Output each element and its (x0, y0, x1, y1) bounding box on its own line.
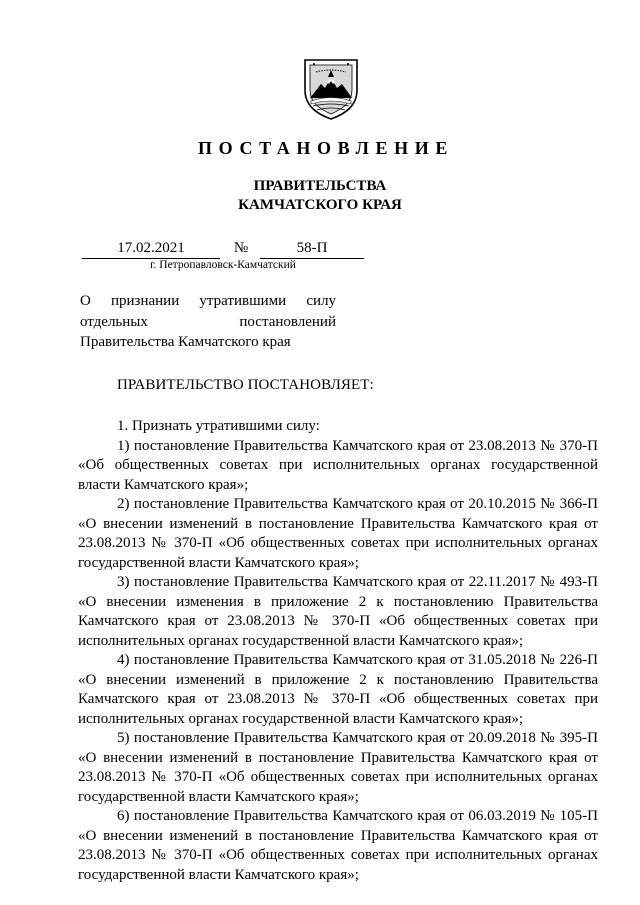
body-line: 4) постановление Правительства Камчатского края от 31.05.2018 № 226-П (117, 652, 598, 668)
document-subject (80, 291, 336, 353)
body-line: «О внесении изменений в постановление Правительства Камчатского края от (78, 827, 598, 844)
document-body (78, 417, 598, 885)
subject-line: отдельных постановлений (80, 313, 336, 330)
body-line: 6) постановление Правительства Камчатского края от 06.03.2019 № 105-П (117, 808, 598, 824)
org-line-2: КАМЧАТСКОГО КРАЯ (238, 197, 402, 213)
body-line: исполнительных органах государственной власти Камчатского края»; (78, 710, 524, 727)
body-line: 2) постановление Правительства Камчатского края от 20.10.2015 № 366-П (117, 496, 598, 512)
body-line: «Об общественных советах при исполнительных органах государственной (78, 457, 598, 473)
body-line: 23.08.2013 № 370-П «Об общественных советах при исполнительных органах (78, 769, 598, 785)
body-line: Камчатского края от 23.08.2013 № 370-П «Об общественных советах при (78, 613, 598, 629)
body-line: «О внесении изменения в приложение 2 к постановлению Правительства (78, 593, 598, 610)
subject-line: О признании утратившими силу (80, 293, 336, 309)
body-line: исполнительных органах государственной власти Камчатского края»; (78, 632, 524, 649)
body-line: 3) постановление Правительства Камчатского края от 22.11.2017 № 493-П (117, 574, 598, 590)
number-sign: № (233, 240, 249, 256)
body-line: «О внесении изменений в постановление Правительства Камчатского края от (78, 515, 598, 532)
issuing-organization (0, 177, 640, 215)
body-line: 23.08.2013 № 370-П «Об общественных советах при исполнительных органах (78, 535, 598, 551)
body-line: власти Камчатского края»; (78, 476, 249, 493)
issue-city: г. Петропавловск-Камчатский (150, 259, 296, 271)
org-line-1: ПРАВИТЕЛЬСТВА (253, 178, 387, 194)
body-line: 1. Признать утратившими силу: (117, 418, 320, 434)
document-number: 58-П (260, 238, 364, 259)
subject-line: Правительства Камчатского края (80, 334, 291, 350)
body-line: 5) постановление Правительства Камчатского края от 20.09.2018 № 395-П (117, 730, 598, 746)
kamchatka-coat-of-arms-icon (301, 58, 361, 120)
body-line: Камчатского края от 23.08.2013 № 370-П «Об общественных советах при (78, 691, 598, 707)
body-line: 1) постановление Правительства Камчатского края от 23.08.2013 № 370-П (117, 437, 598, 454)
body-line: «О внесении изменений в постановление Правительства Камчатского края от (78, 749, 598, 766)
document-type-title: ПОСТАНОВЛЕНИЕ (198, 138, 454, 158)
decree-statement: ПРАВИТЕЛЬСТВО ПОСТАНОВЛЯЕТ: (117, 377, 374, 393)
body-line: государственной власти Камчатского края»; (78, 554, 359, 571)
body-line: «О внесении изменений в приложение 2 к постановлению Правительства (78, 671, 598, 688)
document-date: 17.02.2021 (82, 238, 220, 259)
body-line: государственной власти Камчатского края»; (78, 788, 359, 805)
body-line: государственной власти Камчатского края»; (78, 866, 359, 883)
body-line: 23.08.2013 № 370-П «Об общественных советах при исполнительных органах (78, 847, 598, 863)
